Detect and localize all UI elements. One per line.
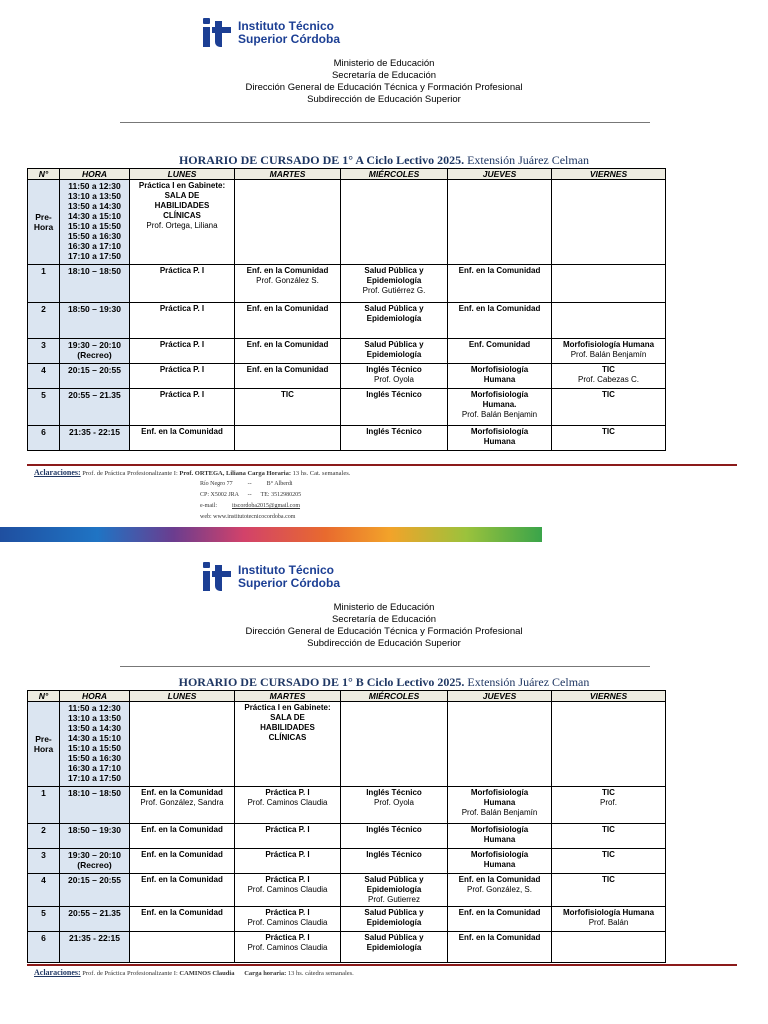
cell-jueves — [448, 364, 552, 389]
cell-miercoles — [341, 787, 448, 824]
cell-lunes — [130, 426, 235, 451]
institute-logo — [202, 18, 340, 48]
subject-text: Enf. en la Comunidad — [246, 340, 329, 349]
cell-martes — [235, 426, 341, 451]
cell-jueves — [448, 849, 552, 874]
ministry-line: Subdirección de Educación Superior — [307, 638, 461, 649]
row-number-text: 4 — [41, 365, 46, 375]
row-time-text: 11:50 a 12:30 13:10 a 13:50 13:50 a 14:30 14:30 a 15:10 15:10 a 15:50 15:50 a 16:30 16:30 a 17:10 17:10 a 17:50 — [68, 703, 121, 783]
subject-text: Inglés Técnico — [366, 365, 422, 374]
divider — [120, 666, 650, 667]
cell-viernes — [552, 874, 666, 907]
row-number — [28, 787, 60, 824]
row-number — [28, 824, 60, 849]
subject-text: Práctica P. I — [159, 266, 205, 275]
schedule-a-title-ext: Extensión Juárez Celman — [464, 153, 590, 167]
cell-lunes — [130, 932, 235, 963]
cell-martes — [235, 824, 341, 849]
subject-text: Inglés Técnico — [366, 390, 422, 399]
cell-lunes — [130, 702, 235, 787]
subject-text: TIC — [602, 850, 615, 859]
schedule-b-title — [0, 675, 768, 690]
cell-martes — [235, 389, 341, 426]
teacher-text: Prof. González, S. — [467, 885, 532, 894]
table-row — [28, 426, 666, 451]
subject-text: Morfofisiología Humana — [470, 788, 529, 807]
cell-miercoles — [341, 426, 448, 451]
row-number — [28, 702, 60, 787]
cell-lunes — [130, 180, 235, 265]
subject-text: Salud Pública y Epidemiología — [364, 875, 424, 894]
col-header-martes: MARTES — [235, 691, 341, 702]
cell-viernes — [552, 849, 666, 874]
row-time-text: 18:10 – 18:50 — [68, 788, 121, 798]
subject-text: Enf. en la Comunidad — [141, 850, 223, 859]
subject-text: Práctica P. I — [159, 390, 205, 399]
row-number — [28, 303, 60, 339]
row-time — [60, 874, 130, 907]
subject-text: Morfofisiología Humana. — [470, 390, 529, 409]
teacher-text: Prof. Balán Benjamin — [461, 410, 538, 419]
cell-martes — [235, 874, 341, 907]
row-time-text: 19:30 – 20:10 (Recreo) — [68, 850, 121, 870]
subject-text: TIC — [602, 788, 615, 797]
subject-text: Enf. en la Comunidad — [246, 266, 329, 275]
logo-line-1: Instituto Técnico — [238, 563, 334, 577]
logo-text — [238, 564, 340, 590]
cell-viernes — [552, 907, 666, 932]
contact-block — [200, 479, 301, 523]
cell-miercoles — [341, 364, 448, 389]
contact-phone: CP: X5002 JRA -- TE: 3512980205 — [200, 492, 302, 498]
cell-martes — [235, 849, 341, 874]
cell-miercoles — [341, 874, 448, 907]
col-header-num: N° — [28, 169, 60, 180]
row-number — [28, 874, 60, 907]
cell-martes — [235, 702, 341, 787]
row-time-text: 20:15 – 20:55 — [68, 875, 121, 885]
cell-miercoles — [341, 702, 448, 787]
red-rule — [27, 964, 737, 966]
subject-text: Morfofisiología Humana — [470, 850, 529, 869]
notes-teacher: CAMINOS Claudia — [179, 970, 235, 977]
subject-text: Enf. en la Comunidad — [141, 427, 223, 436]
row-number — [28, 180, 60, 265]
row-number-text: 6 — [41, 933, 46, 943]
row-time — [60, 849, 130, 874]
col-header-miercoles: MIÉRCOLES — [341, 169, 448, 180]
subject-text: Práctica I en Gabinete: — [244, 703, 331, 712]
row-time — [60, 702, 130, 787]
red-rule — [27, 464, 737, 466]
table-row — [28, 303, 666, 339]
subject-text: Morfofisiología Humana — [470, 825, 529, 844]
row-time-text: 19:30 – 20:10 (Recreo) — [68, 340, 121, 360]
table-header-row — [28, 691, 666, 702]
subject-text: TIC — [602, 365, 615, 374]
cell-viernes — [552, 303, 666, 339]
subject-text: Inglés Técnico — [366, 850, 422, 859]
subject-text: Enf. en la Comunidad — [141, 875, 223, 884]
teacher-text: Prof. Cabezas C. — [578, 375, 639, 384]
row-time-text: 18:50 – 19:30 — [68, 825, 121, 835]
row-time — [60, 339, 130, 364]
cell-viernes — [552, 265, 666, 303]
cell-lunes — [130, 824, 235, 849]
subject-text: TIC — [602, 427, 615, 436]
notes-teacher: Prof. ORTEGA, Liliana — [179, 470, 246, 477]
row-number-text: 4 — [41, 875, 46, 885]
ministry-line: Secretaría de Educación — [331, 614, 437, 625]
col-header-viernes: VIERNES — [552, 691, 666, 702]
cell-miercoles — [341, 824, 448, 849]
cell-jueves — [448, 702, 552, 787]
table-row — [28, 907, 666, 932]
row-time — [60, 364, 130, 389]
notes-text: Prof. de Práctica Profesionalizante I: — [80, 970, 180, 977]
cell-jueves — [448, 907, 552, 932]
cell-martes — [235, 907, 341, 932]
subject-text: TIC — [281, 390, 294, 399]
institute-logo-2 — [202, 562, 340, 592]
cell-jueves — [448, 426, 552, 451]
cell-martes — [235, 339, 341, 364]
divider — [120, 122, 650, 123]
it-logo-icon — [202, 18, 232, 48]
row-number — [28, 907, 60, 932]
cell-viernes — [552, 180, 666, 265]
row-number-text: 2 — [41, 825, 46, 835]
table-row — [28, 932, 666, 963]
row-time-text: 21:35 - 22:15 — [68, 933, 121, 943]
row-number-text: 1 — [41, 266, 46, 276]
ministry-line: Secretaría de Educación — [331, 70, 437, 81]
cell-lunes — [130, 339, 235, 364]
teacher-text: Prof. Oyola — [373, 798, 414, 807]
cell-martes — [235, 787, 341, 824]
ministry-line: Ministerio de Educación — [333, 58, 435, 69]
row-number — [28, 932, 60, 963]
table-row — [28, 787, 666, 824]
cell-martes — [235, 180, 341, 265]
row-number-text: 3 — [41, 340, 46, 350]
row-number-text: 3 — [41, 850, 46, 860]
cell-jueves — [448, 389, 552, 426]
subject-text: Morfofisiología Humana — [562, 340, 655, 349]
col-header-miercoles: MIÉRCOLES — [341, 691, 448, 702]
teacher-text: Prof. Caminos Claudia — [247, 798, 328, 807]
ministry-header-2 — [0, 602, 768, 650]
teacher-text: Prof. Gutierrez — [367, 895, 420, 904]
row-number-text: Pre- Hora — [33, 212, 54, 232]
ministry-line: Subdirección de Educación Superior — [307, 94, 461, 105]
row-number — [28, 364, 60, 389]
subject-text: Morfofisiología Humana — [470, 365, 529, 384]
row-time — [60, 787, 130, 824]
cell-lunes — [130, 364, 235, 389]
cell-lunes — [130, 787, 235, 824]
subject-text: Práctica P. I — [265, 908, 310, 917]
subject-text: Práctica P. I — [265, 825, 310, 834]
ministry-header — [0, 58, 768, 106]
row-number — [28, 339, 60, 364]
cell-jueves — [448, 303, 552, 339]
schedule-b-title-main: HORARIO DE CURSADO DE 1° B Ciclo Lectivo 2025. — [178, 675, 465, 689]
teacher-text: Prof. Caminos Claudia — [247, 885, 328, 894]
notes-label: Aclaraciones: — [34, 968, 81, 977]
ministry-line: Ministerio de Educación — [333, 602, 435, 613]
cell-miercoles — [341, 907, 448, 932]
cell-miercoles — [341, 339, 448, 364]
contact-address: Río Negro 77 -- B° Alberdi — [200, 481, 293, 487]
cell-martes — [235, 932, 341, 963]
row-time — [60, 426, 130, 451]
cell-viernes — [552, 702, 666, 787]
subject-text: Salud Pública y Epidemiología — [364, 304, 424, 323]
cell-lunes — [130, 849, 235, 874]
subject-text: Enf. en la Comunidad — [141, 908, 223, 917]
notes-load-label: Carga horaria: — [234, 970, 287, 977]
cell-viernes — [552, 824, 666, 849]
subject-text: Enf. en la Comunidad — [458, 875, 541, 884]
row-time-text: 21:35 - 22:15 — [68, 427, 121, 437]
subject-text: Salud Pública y Epidemiología — [364, 266, 424, 285]
subject-text: Enf. en la Comunidad — [458, 908, 541, 917]
cell-viernes — [552, 364, 666, 389]
schedule-b-title-ext: Extensión Juárez Celman — [464, 675, 590, 689]
contact-email-link[interactable]: itscordoba2015@gmail.com — [232, 503, 301, 509]
row-number-text: 5 — [41, 390, 46, 400]
cell-jueves — [448, 824, 552, 849]
row-number-text: Pre- Hora — [33, 734, 54, 754]
col-header-viernes: VIERNES — [552, 169, 666, 180]
subject-text: Enf. Comunidad — [468, 340, 531, 349]
schedule-a-title — [0, 153, 768, 168]
ministry-line: Dirección General de Educación Técnica y Formación Profesional — [245, 626, 523, 637]
subject-text: Salud Pública y Epidemiología — [364, 908, 424, 927]
subject-text: Práctica P. I — [265, 788, 310, 797]
logo-line-2: Superior Córdoba — [238, 576, 341, 590]
subject-text: TIC — [602, 875, 615, 884]
notes-load: 13 hs. cátedra semanales. — [286, 970, 354, 977]
cell-martes — [235, 303, 341, 339]
cell-viernes — [552, 426, 666, 451]
subject-text: Morfofisiología Humana — [562, 908, 655, 917]
subject-text: Enf. en la Comunidad — [246, 304, 329, 313]
table-row — [28, 849, 666, 874]
col-header-lunes: LUNES — [130, 169, 235, 180]
subject-text: Inglés Técnico — [366, 427, 422, 436]
schedule-b-table — [27, 690, 666, 963]
teacher-text: Prof. — [600, 798, 617, 807]
cell-jueves — [448, 787, 552, 824]
teacher-text: Prof. Ortega, Liliana — [146, 221, 218, 230]
table-row — [28, 339, 666, 364]
teacher-text: Prof. Balán — [588, 918, 629, 927]
subject-text: Práctica P. I — [265, 850, 310, 859]
row-time-text: 20:15 – 20:55 — [68, 365, 121, 375]
teacher-text: SALA DE HABILIDADES CLÍNICAS — [260, 713, 315, 742]
subject-text: Práctica I en Gabinete: — [138, 181, 226, 190]
col-header-martes: MARTES — [235, 169, 341, 180]
table-row — [28, 265, 666, 303]
cell-viernes — [552, 787, 666, 824]
row-time-text: 18:10 – 18:50 — [68, 266, 121, 276]
it-logo-icon — [202, 562, 232, 592]
schedule-b-notes — [34, 968, 354, 977]
subject-text: Salud Pública y Epidemiología — [364, 340, 424, 359]
notes-label: Aclaraciones: — [34, 468, 81, 477]
row-number-text: 5 — [41, 908, 46, 918]
schedule-a-title-main: HORARIO DE CURSADO DE 1° A Ciclo Lectivo 2025. — [178, 153, 465, 167]
subject-text: Inglés Técnico — [366, 788, 422, 797]
col-header-num: N° — [28, 691, 60, 702]
teacher-text: Prof. González, Sandra — [140, 798, 224, 807]
row-number — [28, 426, 60, 451]
subject-text: TIC — [602, 390, 615, 399]
row-time-text: 20:55 – 21.35 — [68, 908, 121, 918]
row-time — [60, 389, 130, 426]
table-row — [28, 389, 666, 426]
subject-text: Enf. en la Comunidad — [458, 304, 541, 313]
row-time-text: 11:50 a 12:30 13:10 a 13:50 13:50 a 14:30 14:30 a 15:10 15:10 a 15:50 15:50 a 16:30 16:30 a 17:10 17:10 a 17:50 — [68, 181, 121, 261]
teacher-text: SALA DE HABILIDADES CLÍNICAS — [154, 191, 210, 220]
cell-jueves — [448, 932, 552, 963]
row-time — [60, 180, 130, 265]
col-header-jueves: JUEVES — [448, 691, 552, 702]
teacher-text: Prof. Caminos Claudia — [247, 943, 328, 952]
row-time-text: 18:50 – 19:30 — [68, 304, 121, 314]
cell-lunes — [130, 907, 235, 932]
subject-text: Enf. en la Comunidad — [246, 365, 329, 374]
cell-lunes — [130, 874, 235, 907]
cell-jueves — [448, 265, 552, 303]
row-number-text: 1 — [41, 788, 46, 798]
cell-martes — [235, 265, 341, 303]
table-row — [28, 180, 666, 265]
logo-line-2: Superior Córdoba — [238, 32, 341, 46]
subject-text: Práctica P. I — [159, 304, 205, 313]
row-time — [60, 303, 130, 339]
subject-text: Enf. en la Comunidad — [458, 266, 541, 275]
subject-text: Salud Pública y Epidemiología — [364, 933, 424, 952]
subject-text: Práctica P. I — [159, 340, 205, 349]
cell-viernes — [552, 389, 666, 426]
subject-text: Práctica P. I — [265, 933, 310, 942]
table-row — [28, 874, 666, 907]
row-number — [28, 389, 60, 426]
cell-jueves — [448, 180, 552, 265]
row-number-text: 6 — [41, 427, 46, 437]
col-header-hora: HORA — [60, 691, 130, 702]
teacher-text: Prof. Gutiérrez G. — [362, 286, 426, 295]
contact-email-label: e-mail: — [200, 503, 232, 509]
subject-text: Enf. en la Comunidad — [141, 825, 223, 834]
row-number-text: 2 — [41, 304, 46, 314]
col-header-lunes: LUNES — [130, 691, 235, 702]
table-row — [28, 364, 666, 389]
cell-jueves — [448, 339, 552, 364]
logo-text — [238, 20, 340, 46]
teacher-text: Prof. Caminos Claudia — [247, 918, 328, 927]
table-header-row — [28, 169, 666, 180]
subject-text: Práctica P. I — [265, 875, 310, 884]
cell-jueves — [448, 874, 552, 907]
subject-text: TIC — [602, 825, 615, 834]
ministry-line: Dirección General de Educación Técnica y Formación Profesional — [245, 82, 523, 93]
schedule-a-notes — [34, 468, 350, 477]
notes-load: 13 hs. Cat. semanales. — [291, 470, 351, 477]
contact-web: web: www.institutotecnicocordoba.com — [200, 514, 296, 520]
logo-line-1: Instituto Técnico — [238, 19, 334, 33]
cell-miercoles — [341, 265, 448, 303]
cell-miercoles — [341, 389, 448, 426]
table-row — [28, 702, 666, 787]
row-number — [28, 265, 60, 303]
row-time-text: 20:55 – 21.35 — [68, 390, 121, 400]
row-time — [60, 932, 130, 963]
row-time — [60, 265, 130, 303]
teacher-text: Prof. Balán Benjamín — [570, 350, 647, 359]
cell-miercoles — [341, 303, 448, 339]
color-stripe — [0, 527, 542, 542]
subject-text: Morfofisiología Humana — [470, 427, 529, 446]
col-header-hora: HORA — [60, 169, 130, 180]
subject-text: Enf. en la Comunidad — [458, 933, 541, 942]
cell-miercoles — [341, 849, 448, 874]
subject-text: Inglés Técnico — [366, 825, 422, 834]
cell-miercoles — [341, 932, 448, 963]
cell-lunes — [130, 265, 235, 303]
cell-viernes — [552, 339, 666, 364]
cell-miercoles — [341, 180, 448, 265]
cell-lunes — [130, 303, 235, 339]
subject-text: Enf. en la Comunidad — [141, 788, 223, 797]
cell-lunes — [130, 389, 235, 426]
row-number — [28, 849, 60, 874]
teacher-text: Prof. Oyola — [373, 375, 414, 384]
notes-load-label: Carga Horaria: — [245, 470, 291, 477]
subject-text: Práctica P. I — [159, 365, 205, 374]
col-header-jueves: JUEVES — [448, 169, 552, 180]
table-row — [28, 824, 666, 849]
cell-viernes — [552, 932, 666, 963]
schedule-a-table — [27, 168, 666, 451]
teacher-text: Prof. González S. — [256, 276, 319, 285]
row-time — [60, 907, 130, 932]
cell-martes — [235, 364, 341, 389]
notes-text: Prof. de Práctica Profesionalizante I: — [80, 470, 180, 477]
row-time — [60, 824, 130, 849]
teacher-text: Prof. Balán Benjamín — [461, 808, 538, 817]
